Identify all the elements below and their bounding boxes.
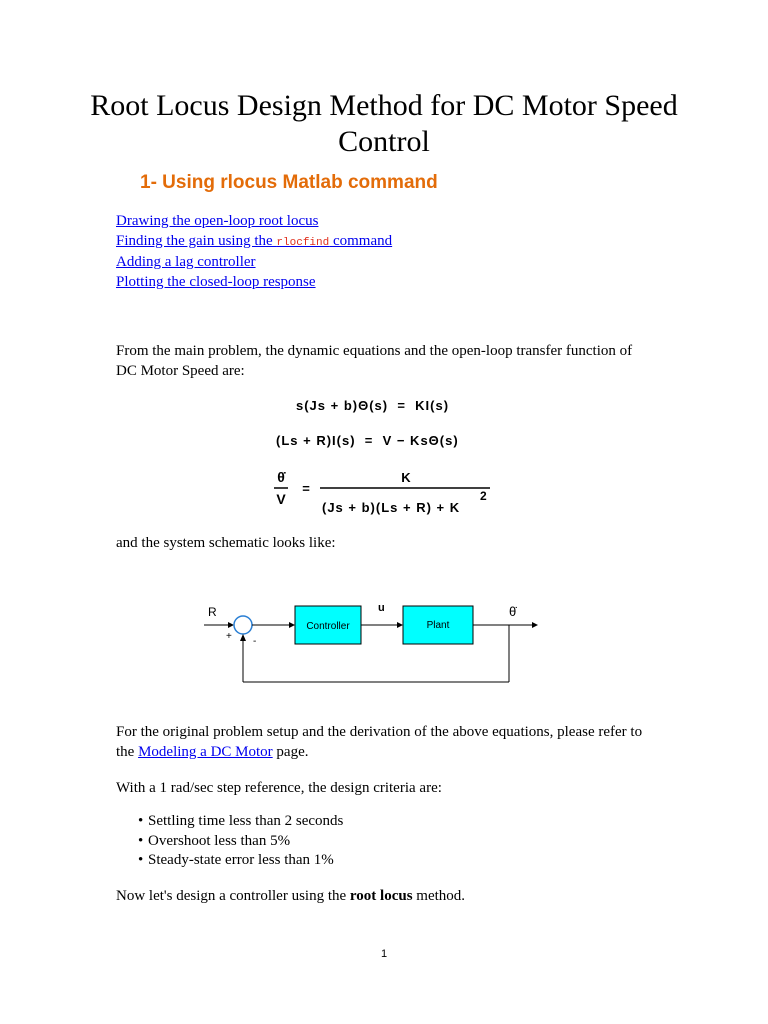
plant-label: Plant (426, 620, 450, 631)
transfer-function-equation (270, 462, 500, 524)
toc-link-finding-gain[interactable] (116, 232, 392, 254)
closing-text-after: method. (412, 888, 466, 904)
rlocfind-code: rlocfind (276, 236, 330, 249)
criteria-steady-state-error: • Steady-state error less than 1% (116, 851, 343, 871)
minus-sign: - (253, 636, 257, 647)
toc-link-closed-loop-response[interactable]: Plotting the closed-loop response (116, 273, 316, 290)
tf-denominator: (Js + b)(Ls + R) + K (322, 500, 461, 515)
output-arrowhead (532, 622, 538, 628)
modeling-dc-motor-link[interactable]: Modeling a DC Motor (138, 743, 273, 760)
input-r-label: R (208, 605, 217, 619)
toc-link-lag-controller[interactable]: Adding a lag controller (116, 254, 256, 270)
plant-arrowhead (397, 622, 403, 628)
design-criteria-list (116, 812, 343, 871)
criteria-settling-time: • Settling time less than 2 seconds (116, 812, 343, 832)
equation-mechanical: s(Js + b)Θ(s) = KI(s) (296, 398, 450, 413)
reference-text-after: page. (272, 743, 309, 760)
criteria-overshoot: • Overshoot less than 5% (116, 832, 343, 852)
toc-link-open-loop-root-locus[interactable]: Drawing the open-loop root locus (116, 213, 319, 229)
reference-text-before: For the original problem setup and the derivation of the above equations, please refer to the (116, 724, 643, 760)
section-heading: 1- Using rlocus Matlab command (140, 172, 438, 193)
tf-left-numerator: θ̇ (277, 469, 285, 485)
page-title: Root Locus Design Method for DC Motor Speed Control (90, 89, 678, 158)
input-arrowhead (228, 622, 234, 628)
equation-electrical: (Ls + R)I(s) = V − KsΘ(s) (276, 433, 459, 448)
output-theta-dot-label: θ̇ (509, 604, 517, 619)
controller-arrowhead (289, 622, 295, 628)
page-number: 1 (380, 948, 388, 960)
tf-left-denominator: V (276, 491, 286, 507)
schematic-intro: and the system schematic looks like: (116, 535, 336, 551)
tf-equals-sign: = (302, 481, 310, 496)
toc-link-finding-gain-suffix: command (329, 232, 393, 249)
system-schematic (200, 596, 550, 688)
tf-exponent: 2 (480, 489, 487, 503)
summing-junction (234, 616, 252, 634)
feedback-arrowhead (240, 634, 246, 641)
intro-paragraph: From the main problem, the dynamic equations and the open-loop transfer function of DC Motor Speed are: (116, 343, 633, 379)
reference-paragraph (116, 723, 656, 762)
plus-sign: + (226, 631, 232, 642)
closing-text-before: Now let's design a controller using the (116, 888, 350, 904)
criteria-intro: With a 1 rad/sec step reference, the design criteria are: (116, 780, 442, 796)
root-locus-bold: root locus (349, 888, 413, 904)
toc-link-finding-gain-prefix: Finding the gain using the (116, 232, 277, 249)
table-of-contents (116, 212, 392, 292)
controller-label: Controller (306, 621, 350, 632)
tf-numerator: K (401, 470, 411, 485)
control-signal-u-label: u (378, 602, 385, 614)
closing-paragraph (116, 887, 656, 907)
